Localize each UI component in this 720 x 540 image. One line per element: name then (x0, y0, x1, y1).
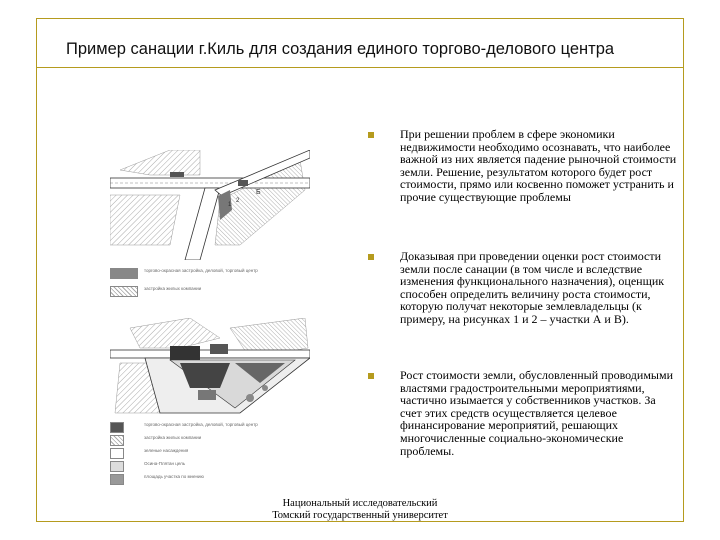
footer-line-1: Национальный исследовательский (282, 498, 438, 509)
bullet-square-icon (368, 132, 374, 138)
bullet-text: Доказывая при проведении оценки рост стоимости земли после санации (в том числе и вследствие изменения функционального назначения), оценщик способен определить величину роста стоимости, которую получат некоторые землевладельцы (к примеру, на рисунках 1 и 2 – участки А и В). (400, 249, 665, 326)
legend-swatch (110, 461, 124, 472)
slide-title: Пример санации г.Киль для создания единого торгово-делового центра (66, 40, 615, 58)
legend-swatch (110, 435, 124, 446)
legend-item (110, 448, 310, 460)
figure-2-site-plan (110, 318, 310, 418)
legend-item (110, 268, 310, 280)
legend-label: площадь участка по мнению (144, 474, 204, 479)
bullet-text: При решении проблем в сфере экономики недвижимости необходимо осознавать, что наиболее важной из них является падение рыночной стоимости земли. Решение, результатом которого будет рост стоимости, прямо или косвенно поможет устранить и прочие существующие проблемы (400, 127, 677, 204)
frame-top-line (36, 18, 684, 19)
frame-right-line (683, 18, 684, 522)
title-underline (36, 67, 684, 68)
footer (250, 498, 470, 522)
svg-text:Б: Б (256, 189, 261, 196)
legend-label: торгово-окрасная застройка, деловой, торговый центр (144, 268, 258, 273)
legend-item (110, 435, 310, 447)
bullet-text: Рост стоимости земли, обусловленный проводимыми властями градостроительными мероприятиями, частично изымается у собственников участков. За счет этих средств осуществляется целевое финансирование мероприятий, решающих многочисленные социально-экономические проблемы. (400, 368, 674, 458)
legend-item (110, 474, 310, 486)
legend-swatch (110, 448, 124, 459)
legend-swatch (110, 286, 138, 297)
legend-label: зеленые насаждения (144, 448, 189, 453)
figure-1-site-plan (110, 150, 310, 260)
legend-label: торгово-окрасная застройка, деловой, торговый центр (144, 422, 258, 427)
legend-label: застройка жилых компании (144, 435, 202, 440)
bullet-square-icon (368, 373, 374, 379)
svg-text:1: 1 (228, 202, 232, 208)
footer-line-2: Томский государственный университет (272, 510, 448, 521)
bullet-square-icon (368, 254, 374, 260)
legend-label: застройка жилых компании (144, 286, 202, 291)
svg-text:2: 2 (236, 198, 240, 204)
legend-item (110, 461, 310, 473)
frame-left-line (36, 18, 37, 522)
legend-item (110, 286, 310, 298)
legend-swatch (110, 422, 124, 433)
legend-swatch (110, 474, 124, 485)
legend-swatch (110, 268, 138, 279)
legend-label: Осина-Плятан цель (144, 461, 186, 466)
legend-item (110, 422, 310, 434)
